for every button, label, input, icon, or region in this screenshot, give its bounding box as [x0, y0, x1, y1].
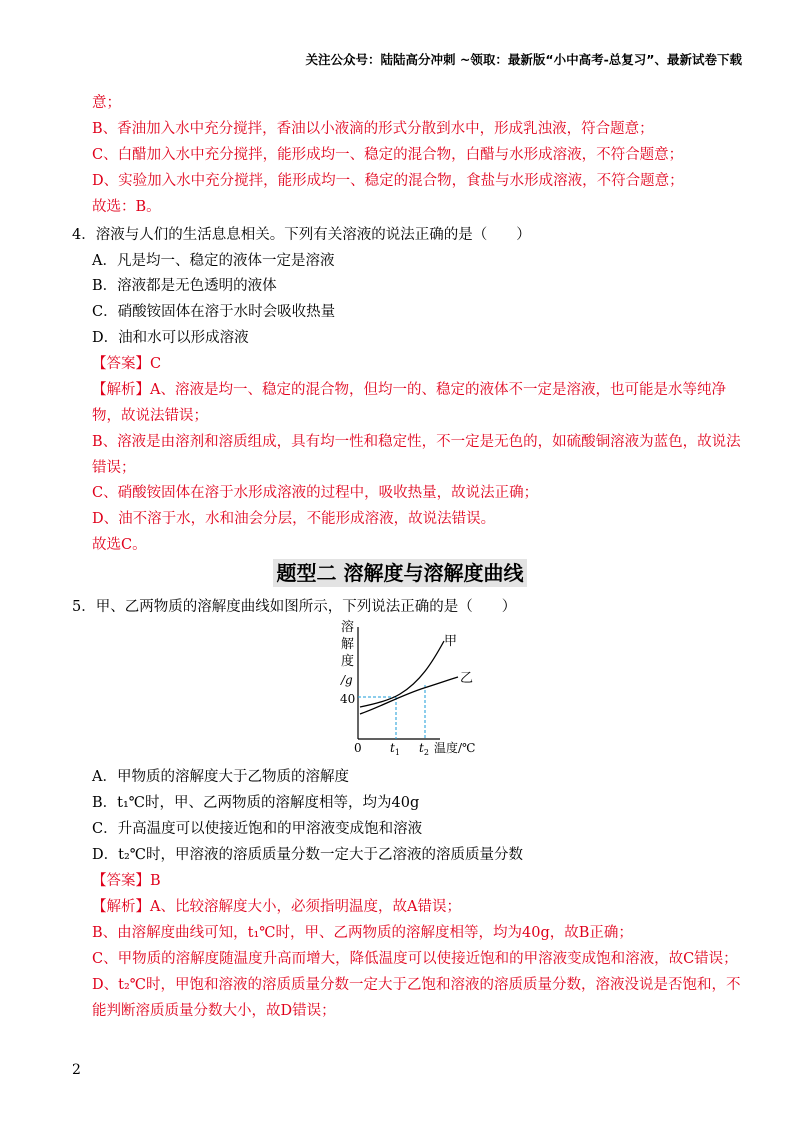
analysis-line: 【解析】A、比较溶解度大小，必须指明温度，故A错误； — [92, 899, 461, 915]
analysis-line: 能判断溶质质量分数大小，故D错误； — [92, 1003, 336, 1019]
page-header: 关注公众号：陆陆高分冲刺 ~领取：最新版“小中高考-总复习”、最新试卷下载 — [305, 52, 742, 67]
x-axis-label: 温度/℃ — [434, 741, 476, 755]
question-option: D．t₂℃时，甲溶液的溶质质量分数一定大于乙溶液的溶质质量分数 — [92, 847, 523, 863]
x-tick-t1: $t_1$ — [390, 741, 400, 757]
analysis-line: D、t₂℃时，甲饱和溶液的溶质质量分数一定大于乙饱和溶液的溶质质量分数，溶液没说是否饱和，不 — [92, 977, 741, 993]
analysis-line: C、甲物质的溶解度随温度升高而增大，降低温度可以使接近饱和的甲溶液变成饱和溶液，故C错误； — [92, 951, 738, 967]
question-stem: 5．甲、乙两物质的溶解度曲线如图所示，下列说法正确的是（ ） — [72, 599, 517, 615]
answer-line: 【答案】B — [92, 873, 161, 889]
question-option: A．凡是均一、稳定的液体一定是溶液 — [92, 253, 335, 269]
analysis-line: 物，故说法错误； — [92, 408, 208, 424]
analysis-line: B、溶液是由溶剂和溶质组成，具有均一性和稳定性，不一定是无色的，如硫酸铜溶液为蓝色，故说法 — [92, 434, 741, 450]
y-axis-label-char: 溶 — [341, 620, 355, 635]
question-option: C．硝酸铵固体在溶于水时会吸收热量 — [92, 304, 336, 320]
curve-yi — [360, 677, 458, 714]
analysis-line: 【解析】A、溶液是均一、稳定的混合物，但均一的、稳定的液体不一定是溶液，也可能是水等纯净 — [92, 382, 726, 398]
y-tick-label: 40 — [340, 692, 356, 706]
question-option: B．t₁℃时，甲、乙两物质的溶解度相等，均为40g — [92, 795, 420, 811]
origin-label: 0 — [354, 741, 362, 755]
question-stem: 4．溶液与人们的生活息息相关。下列有关溶液的说法正确的是（ ） — [72, 227, 531, 243]
y-axis-label-char: /g — [341, 673, 353, 687]
question-option: A．甲物质的溶解度大于乙物质的溶解度 — [92, 769, 349, 785]
analysis-line: D、实验加入水中充分搅拌，能形成均一、稳定的混合物，食盐与水形成溶液，不符合题意； — [92, 173, 684, 189]
page-number: 2 — [72, 1062, 81, 1078]
question-option: C．升高温度可以使接近饱和的甲溶液变成饱和溶液 — [92, 821, 423, 837]
y-axis-label-char: 度 — [341, 654, 355, 669]
analysis-line: 错误； — [92, 460, 136, 476]
analysis-line: B、由溶解度曲线可知，t₁℃时，甲、乙两物质的溶解度相等，均为40g，故B正确； — [92, 925, 633, 941]
answer-line: 【答案】C — [92, 356, 162, 372]
section-title: 题型二 溶解度与溶解度曲线 — [0, 557, 800, 586]
question-option: B．溶液都是无色透明的液体 — [92, 278, 277, 294]
curve-label-jia: 甲 — [444, 634, 458, 649]
question-option: D．油和水可以形成溶液 — [92, 330, 249, 346]
analysis-line: B、香油加入水中充分搅拌，香油以小液滴的形式分散到水中，形成乳浊液，符合题意； — [92, 121, 654, 137]
analysis-line: 故选：B。 — [92, 199, 161, 215]
curve-jia — [360, 641, 444, 707]
analysis-line: C、硝酸铵固体在溶于水形成溶液的过程中，吸收热量，故说法正确； — [92, 485, 539, 501]
analysis-line: D、油不溶于水，水和油会分层，不能形成溶液，故说法错误。 — [92, 511, 496, 527]
analysis-line: 故选C。 — [92, 537, 147, 553]
curve-label-yi: 乙 — [460, 671, 474, 686]
solubility-curve-figure — [330, 615, 490, 760]
analysis-line: 意； — [92, 95, 121, 111]
x-tick-t2: $t_2$ — [419, 741, 429, 757]
y-axis-label-char: 解 — [341, 637, 355, 652]
analysis-line: C、白醋加入水中充分搅拌，能形成均一、稳定的混合物，白醋与水形成溶液，不符合题意； — [92, 147, 684, 163]
